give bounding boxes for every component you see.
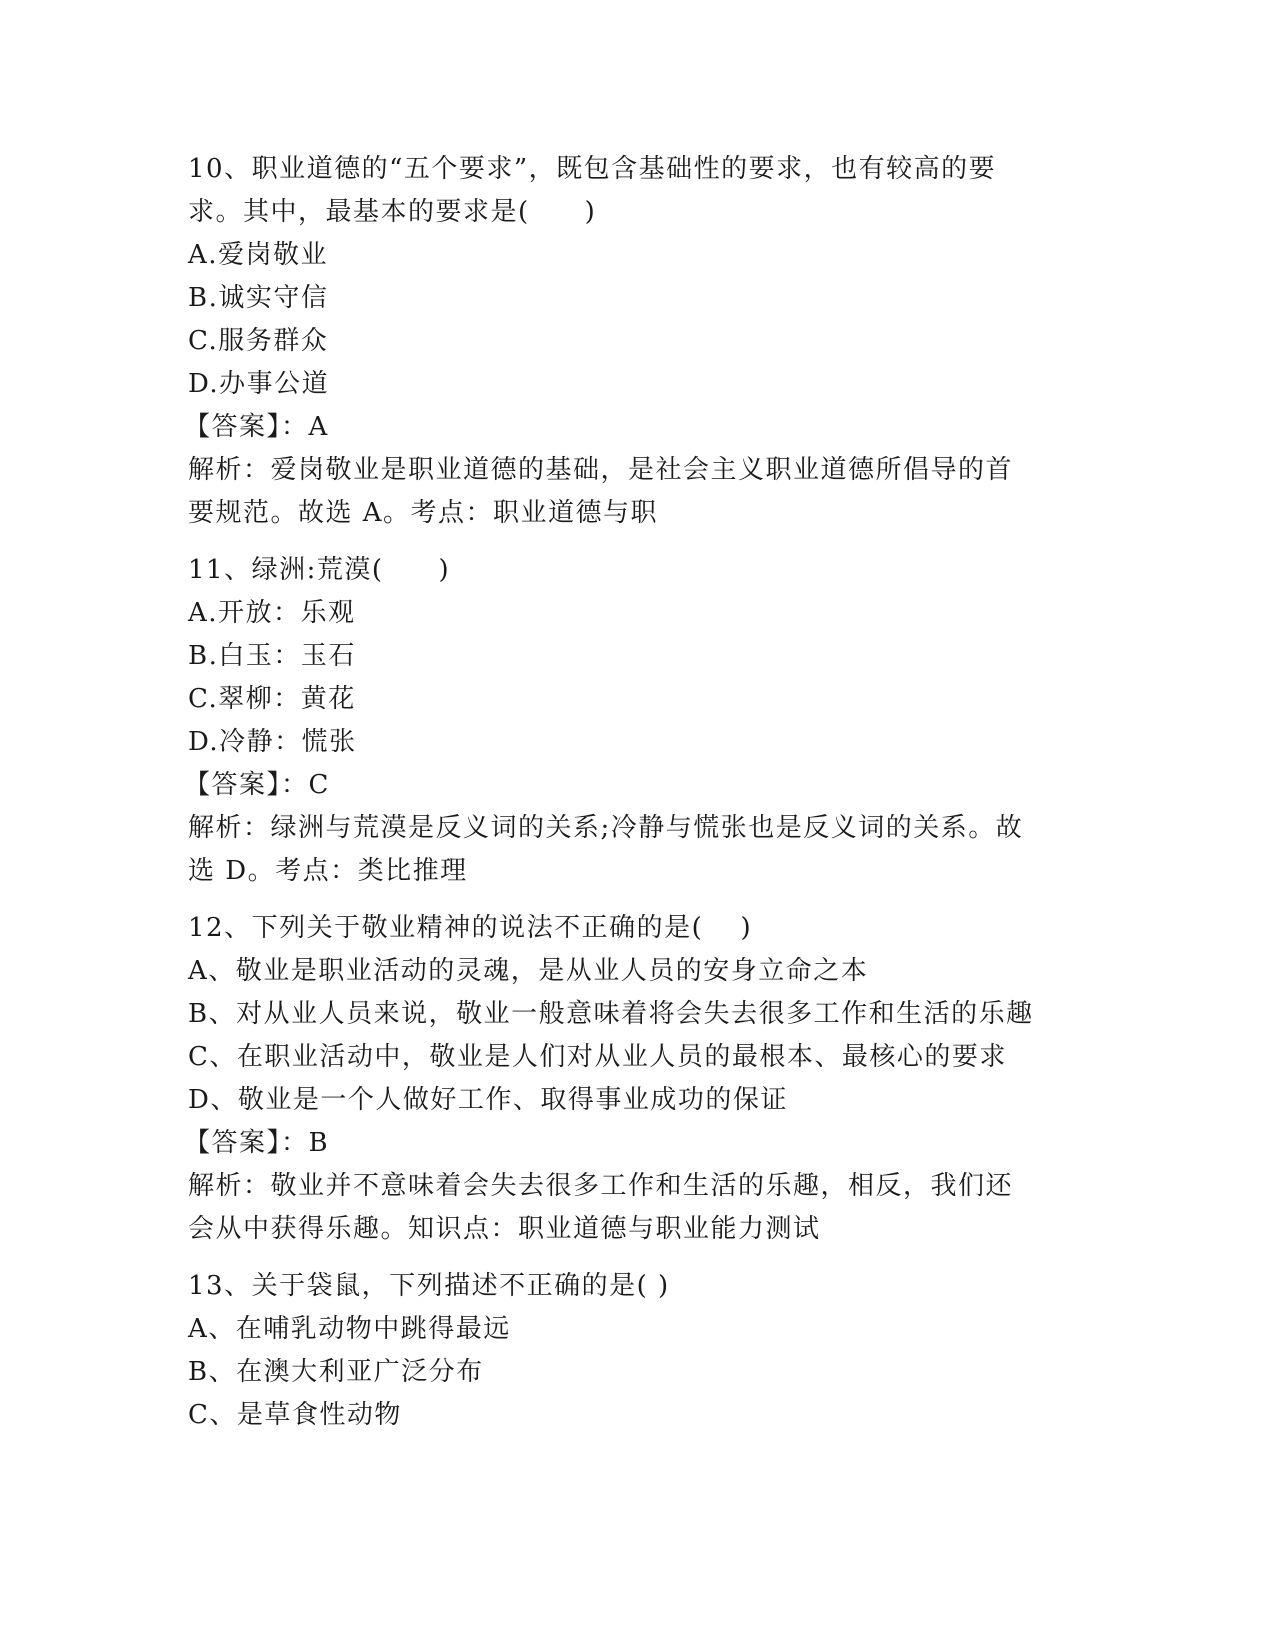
option-a: A、敬业是职业活动的灵魂，是从业人员的安身立命之本 — [188, 956, 869, 986]
option-b: B.诚实守信 — [188, 283, 329, 313]
analysis: 解析：爱岗敬业是职业道德的基础，是社会主义职业道德所倡导的首 — [188, 455, 1014, 485]
option-a: A、在哺乳动物中跳得最远 — [188, 1314, 511, 1344]
question-stem: 求。其中，最基本的要求是( ) — [188, 197, 597, 227]
document-page — [184, 148, 1088, 1451]
question-stem: 12、下列关于敬业精神的说法不正确的是( ) — [188, 913, 753, 943]
option-c: C、在职业活动中，敬业是人们对从业人员的最根本、最核心的要求 — [188, 1042, 1007, 1072]
option-d: D.冷静：慌张 — [188, 727, 357, 757]
option-d: D.办事公道 — [188, 369, 330, 399]
question-12 — [184, 907, 1088, 1251]
option-c: C.服务群众 — [188, 326, 329, 356]
analysis: 要规范。故选 A。考点：职业道德与职 — [188, 498, 659, 528]
analysis: 会从中获得乐趣。知识点：职业道德与职业能力测试 — [188, 1214, 821, 1244]
analysis: 选 D。考点：类比推理 — [188, 856, 468, 886]
option-b: B.白玉：玉石 — [188, 641, 356, 671]
option-c: C、是草食性动物 — [188, 1400, 402, 1430]
question-10 — [184, 148, 1088, 535]
answer: 【答案】：B — [184, 1128, 330, 1158]
option-d: D、敬业是一个人做好工作、取得事业成功的保证 — [188, 1085, 788, 1115]
question-11 — [184, 549, 1088, 893]
answer: 【答案】：C — [184, 770, 330, 800]
option-b: B、对从业人员来说，敬业一般意味着将会失去很多工作和生活的乐趣 — [188, 999, 1034, 1029]
option-c: C.翠柳：黄花 — [188, 684, 356, 714]
option-a: A.爱岗敬业 — [188, 240, 329, 270]
option-b: B、在澳大利亚广泛分布 — [188, 1357, 484, 1387]
answer: 【答案】：A — [184, 412, 329, 442]
analysis: 解析：绿洲与荒漠是反义词的关系;冷静与慌张也是反义词的关系。故 — [188, 813, 1024, 843]
option-a: A.开放：乐观 — [188, 598, 356, 628]
question-stem: 10、职业道德的“五个要求”，既包含基础性的要求，也有较高的要 — [188, 154, 997, 184]
analysis: 解析：敬业并不意味着会失去很多工作和生活的乐趣，相反，我们还 — [188, 1171, 1014, 1201]
question-stem: 13、关于袋鼠，下列描述不正确的是( ) — [188, 1271, 670, 1301]
question-stem: 11、绿洲:荒漠( ) — [188, 555, 451, 585]
question-13 — [188, 1265, 1088, 1437]
